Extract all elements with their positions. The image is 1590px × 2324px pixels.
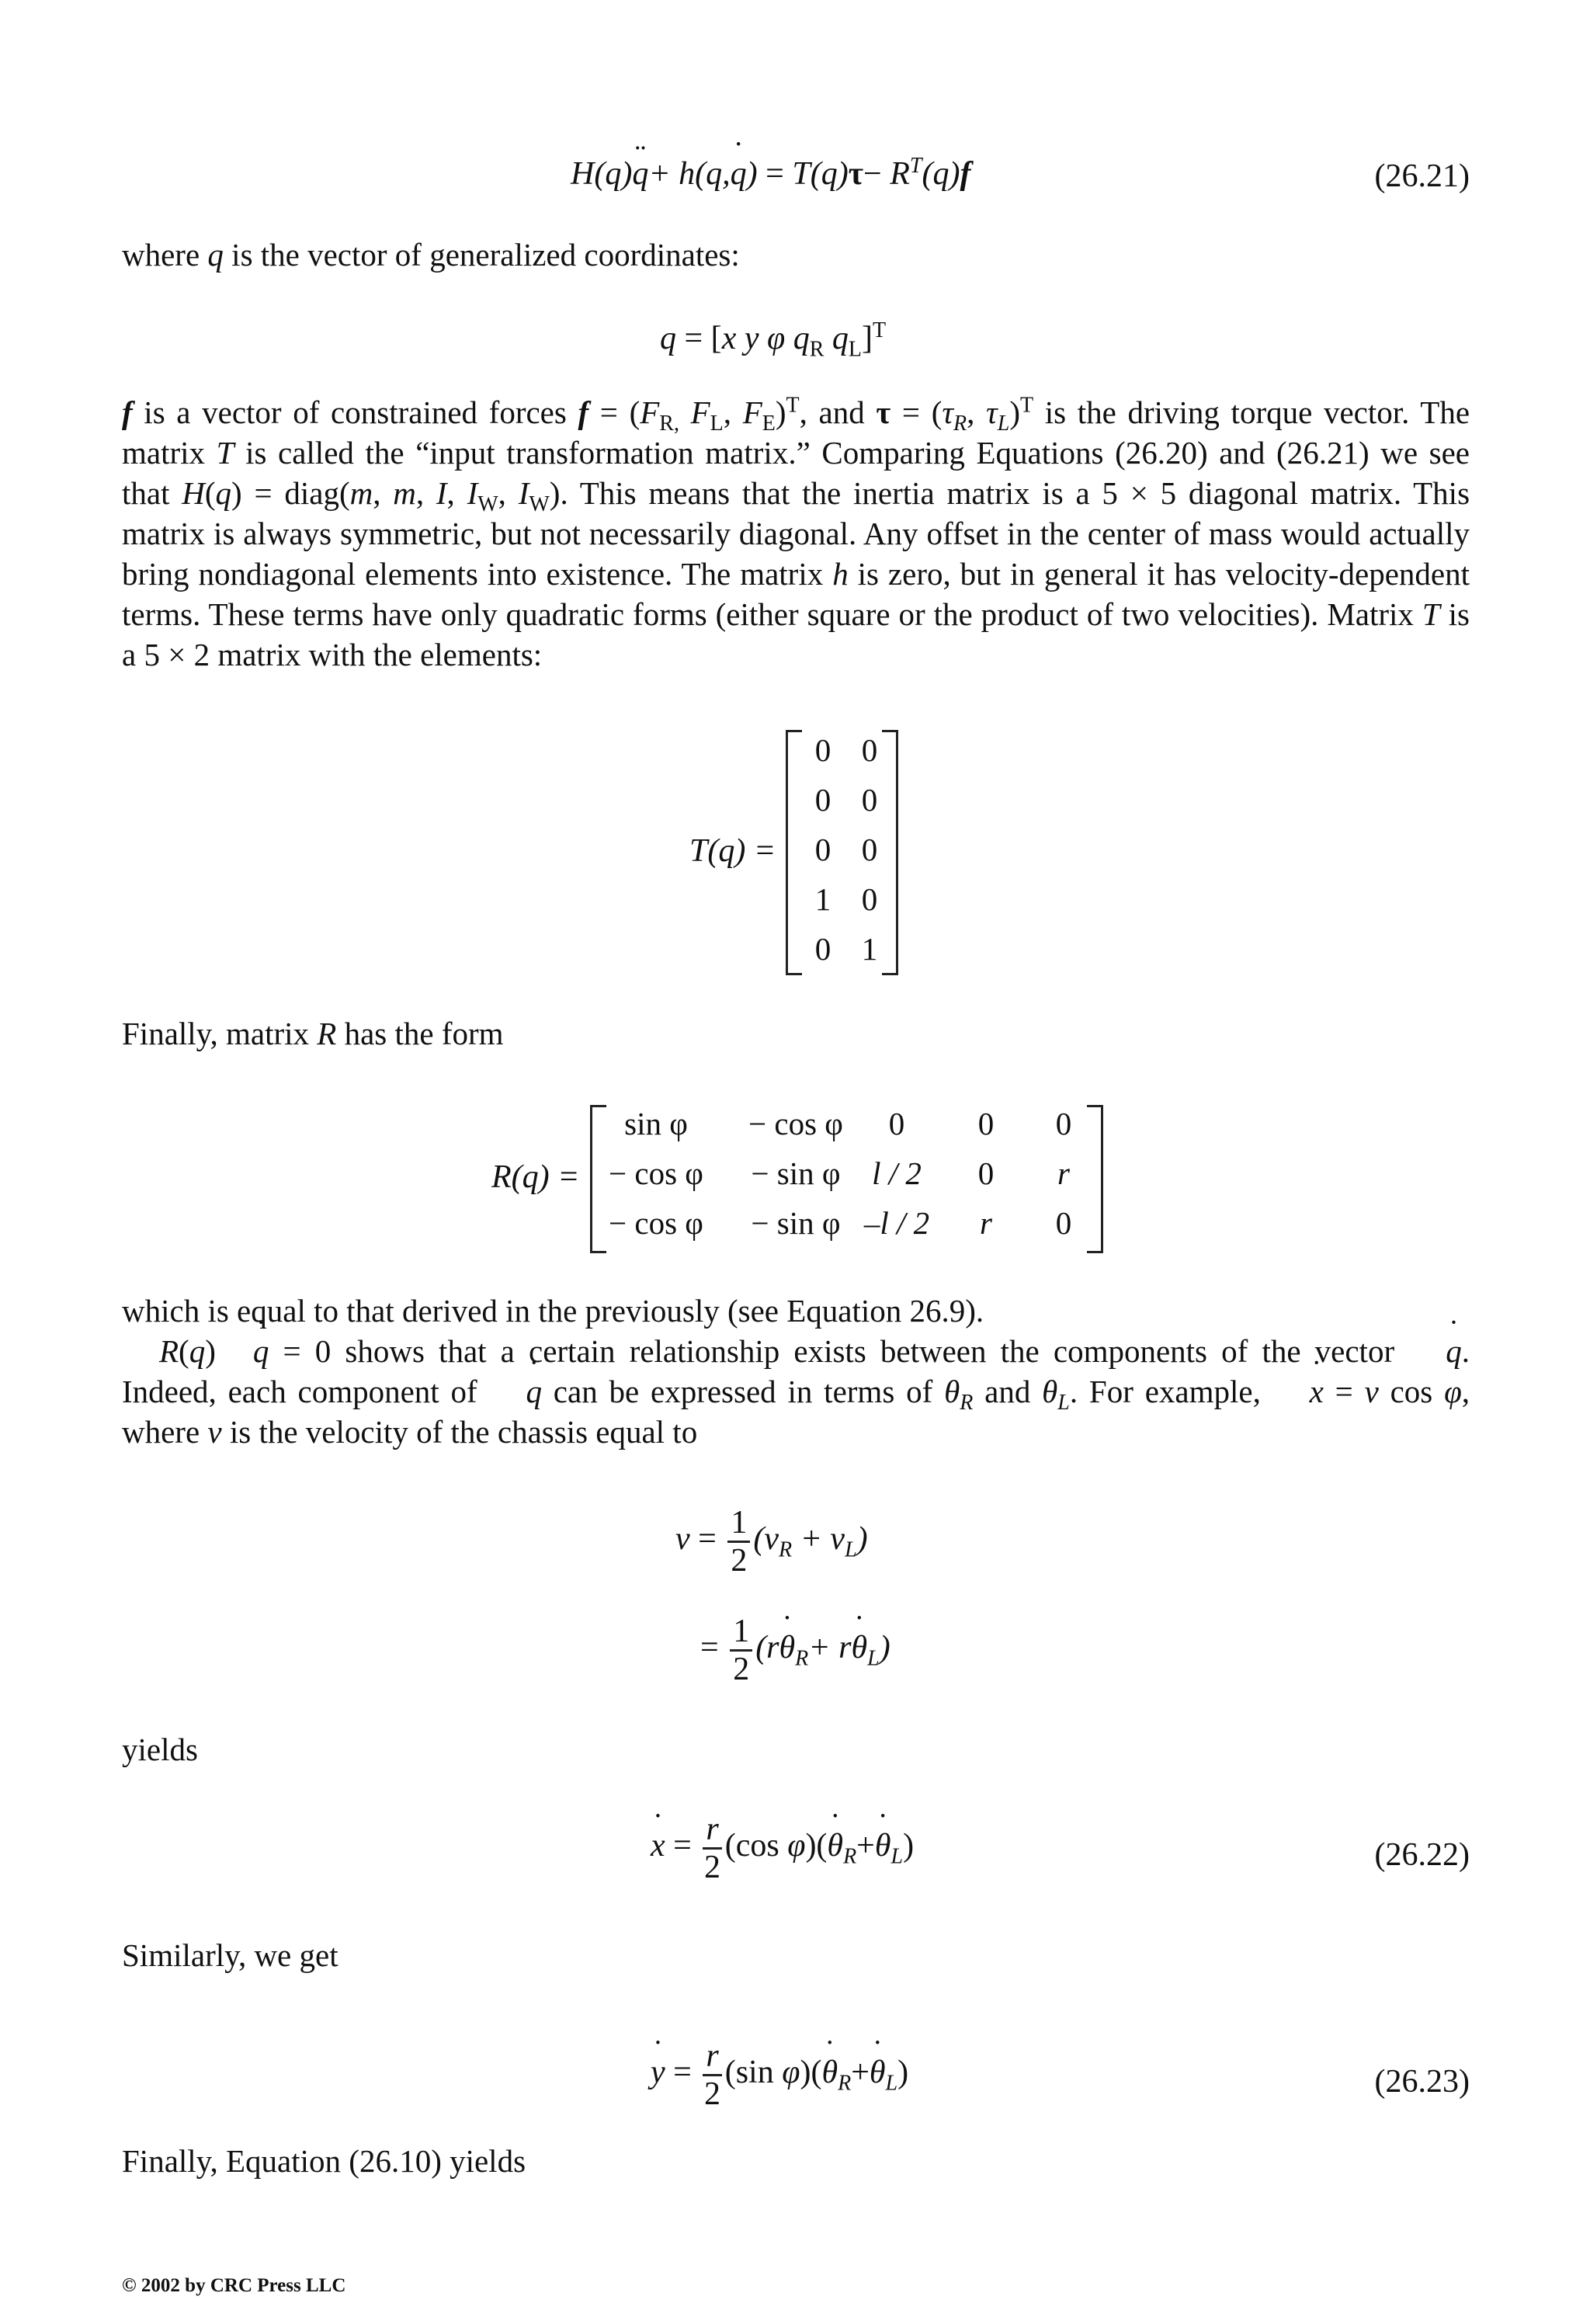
matrix-r-cell: sin φ: [624, 1106, 688, 1141]
matrix-r-cell: 0: [977, 1106, 995, 1141]
matrix-r-cell: 0: [888, 1106, 905, 1141]
paragraph-similarly: Similarly, we get: [122, 1937, 338, 1973]
velocity-line-2: = $\frac{1}{2}$ (r˙ $\theta_R+$ r˙ $\theta_L$): [700, 1614, 890, 1687]
paragraph-which-is: which is equal to that derived in the previously (see Equation 26.9).: [122, 1293, 984, 1329]
q-definition: q = [x y φ $q_R$ $q_L]^T$: [660, 318, 887, 362]
matrix-r-right-bracket: [1087, 1105, 1103, 1253]
matrix-t-cell: 1: [814, 881, 831, 917]
paragraph-main: f is a vector of constrained forces $f = (F_{R,}$ $F_L$, $F_E)^T$, and $\tau = (\tau_R$, $\tau_L)^T$ is the driving torque vector. The matrix T is called the “input transformation matrix.” Comparing Equations (26.20) and (26.21) we see that H(q) = diag(m, m, I, $I_W$, $I_W$). This means that the inertia matrix is a 5 × 5 diagonal matrix. This matrix is always symmetric, but not necessarily diagonal. Any offset in the center of mass would actually bring nondiagonal elements into existence. The matrix h is zero, but in general it has velocity-dependent terms. These terms have only quadratic forms (either square or the product of two velocities). Matrix T is a 5 × 2 matrix with the elements:: [122, 393, 1470, 672]
matrix-t-cell: 0: [814, 732, 831, 768]
equation-number: (26.21): [1374, 158, 1470, 194]
matrix-r-cell: − sin φ: [751, 1205, 841, 1241]
equation-26-23: ˙ y = $\frac{r}{2}$ (sin φ)(˙ $\theta_R+˙$ $\theta_L$): [651, 2038, 908, 2112]
matrix-t-cell: 0: [861, 732, 878, 768]
copyright-footer: © 2002 by CRC Press LLC: [122, 2275, 346, 2296]
matrix-r-label: R(q) =: [491, 1159, 580, 1195]
paragraph-where-q: where q is the vector of generalized coordinates:: [122, 237, 740, 273]
matrix-t-label: T(q) =: [689, 833, 776, 869]
equation-number: (26.23): [1374, 2064, 1470, 2100]
matrix-r-cell: − cos φ: [609, 1205, 703, 1241]
matrix-t-cell: 0: [861, 881, 878, 917]
matrix-r-cell: r: [1057, 1155, 1070, 1191]
matrix-r-cell: –l / 2: [863, 1205, 930, 1241]
matrix-t-left-bracket: [786, 730, 802, 975]
matrix-r-cell: 0: [1055, 1106, 1072, 1141]
matrix-r-cell: l / 2: [872, 1155, 922, 1191]
velocity-line-1: v = $\frac{1}{2}$ $(v_R + v_L)$: [675, 1505, 868, 1579]
matrix-r-cell: − cos φ: [609, 1155, 703, 1191]
matrix-r-cell: r: [980, 1205, 992, 1241]
matrix-t-cell: 0: [861, 832, 878, 867]
matrix-t-cell: 0: [814, 931, 831, 967]
paragraph-finally-r: Finally, matrix R has the form: [122, 1016, 504, 1051]
paragraph-yields: yields: [122, 1732, 198, 1767]
paragraph-rq: R(q)˙ q = 0 shows that a certain relationship exists between the components of the vector ˙ q. Indeed, each component of ˙ q can be expressed in terms of $\theta_R$ and $\theta_L$. For example, ˙ x = v cos φ, where v is the velocity of the chassis equal to: [122, 1331, 1470, 1452]
equation-26-21: H(q)¨ q+ h(q,˙ $q) = T(q)\tau- R^T(q)f$: [571, 154, 970, 194]
matrix-r-cell: 0: [1055, 1205, 1072, 1241]
matrix-r-cell: − sin φ: [751, 1155, 841, 1191]
matrix-t-cell: 0: [861, 782, 878, 818]
matrix-r-cell: 0: [977, 1155, 995, 1191]
matrix-t-cell: 0: [814, 832, 831, 867]
matrix-r-cell: − cos φ: [748, 1106, 843, 1141]
matrix-t-cell: 0: [814, 782, 831, 818]
paragraph-finally-eq: Finally, Equation (26.10) yields: [122, 2143, 526, 2179]
equation-26-22: ˙ x = $\frac{r}{2}$ (cos φ)(˙ $\theta_R+˙$ $\theta_L$): [651, 1812, 914, 1885]
matrix-t-cell: 1: [861, 931, 878, 967]
equation-number: (26.22): [1374, 1837, 1470, 1873]
